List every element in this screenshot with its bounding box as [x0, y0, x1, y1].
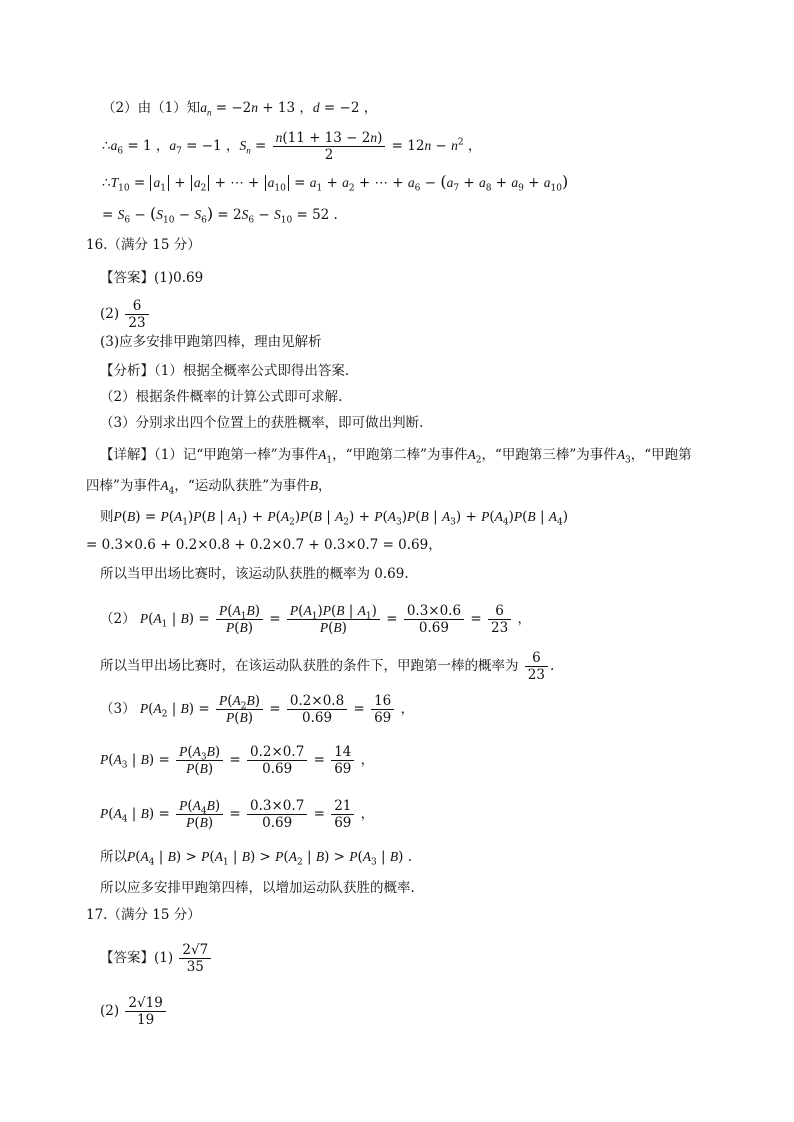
prev-part2-line3: $\therefore T_{10} = a_1 + a_2$ + ⋯ + $a_{10} = a_1 + a_2$ + ⋯ + $a_6 - (a_7 + a_8 + a_9 + a_{10})$	[102, 172, 569, 194]
problem16-detail-line1: 【详解】（1）记“甲跑第一棒”为事件$A_1$，“甲跑第二棒”为事件$A_2$，“甲跑第三棒”为事件$A_3$，“甲跑第	[100, 447, 692, 466]
conditional-prob-a4: $P(A_4$ | B) = $\frac{P(A_4B)}{P(B)}$ = $\frac{0.3\times 0.7}{0.69}$ = $\frac{21}{69}$ ，	[100, 798, 375, 831]
conclusion1: 所以当甲出场比赛时，该运动队获胜的概率为 0.69.	[100, 566, 409, 582]
text: 则	[100, 509, 114, 525]
text: ，“甲跑第二棒”为事件	[332, 447, 468, 463]
answer1: (1)0.69	[154, 270, 204, 286]
conclusion3: 所以应多安排甲跑第四棒，以增加运动队获胜的概率.	[100, 880, 415, 896]
problem16-analysis2: （2）根据条件概率的计算公式即可求解.	[100, 389, 343, 405]
text: ，“运动队获胜”为事件	[174, 478, 310, 494]
answer2-fraction	[125, 298, 148, 331]
order-comparison: 所以$P(A_4$ | $B) > P(A_1$ | $B) > P(A_2$ | $B) > P(A_3$ | B) .	[100, 849, 412, 868]
answer-label: 【答案】	[100, 950, 154, 966]
calc-line: = 0.3×0.6 + 0.2×0.8 + 0.2×0.7 + 0.3×0.7 = 0.69，	[86, 537, 442, 553]
total-probability-formula: 则$P(B) = P(A_1)P(B$ | $A_1) + P(A_2)P(B$ | $A_2) + P(A_3)P(B$ | $A_3) + P(A_4)P(B$ | $A_4$)	[100, 509, 569, 528]
conditional-prob-a2: （3） $P(A_2$ | B) = $\frac{P(A_2B)}{P(B)}$ = $\frac{0.2\times 0.8}{0.69}$ = $\frac{16}{69}$ ，	[100, 693, 415, 726]
analysis1: （1）根据全概率公式即得出答案.	[154, 363, 350, 379]
text: ，“甲跑第三棒”为事件	[481, 447, 617, 463]
answer2-fraction	[125, 995, 165, 1028]
detail-label: 【详解】	[100, 447, 154, 463]
text: 四棒”为事件	[86, 478, 161, 494]
sum-fraction: $\frac{n(11 + 13 - 2n)}{2}$	[273, 130, 386, 163]
problem16-detail-line2: 四棒”为事件$A_4$，“运动队获胜”为事件B，	[86, 478, 332, 497]
answer1-fraction	[179, 942, 211, 975]
conclusion2: 所以当甲出场比赛时，在该运动队获胜的条件下，甲跑第一棒的概率为 $\frac{6}{23}$ .	[100, 650, 555, 683]
denominator: 23	[128, 315, 146, 331]
problem16-answer2	[100, 298, 151, 331]
problem17-header: 17.（满分 15 分）	[86, 907, 201, 923]
problem16-header: 16.（满分 15 分）	[86, 237, 201, 253]
text: =	[102, 207, 114, 223]
numerator: 2√19	[125, 995, 165, 1012]
answer-label: 【答案】	[100, 270, 154, 286]
answer2-prefix: (2)	[100, 306, 120, 322]
numerator: 6	[125, 298, 148, 315]
prev-part2-line2: $\therefore a_6 = 1$ ，$a_7 = -1$ ，$S_n$ = $\frac{n(11 + 13 - 2n)}{2}$ = $12n - n^2$ ，	[102, 130, 482, 163]
text: 所以	[100, 849, 127, 865]
text: （1）记“甲跑第一棒”为事件	[154, 447, 319, 463]
numerator: 2√7	[179, 942, 211, 959]
problem16-analysis3: （3）分别求出四个位置上的获胜概率，即可做出判断.	[100, 415, 424, 431]
answer1-prefix: (1)	[154, 950, 174, 966]
prev-part2-line4: = $S_6 - (S_{10} - S_6) = 2S_6 - S_{10} = 52$ .	[102, 204, 338, 226]
text: （2）由（1）知	[102, 100, 201, 116]
text: 所以当甲出场比赛时，在该运动队获胜的条件下，甲跑第一棒的概率为	[100, 658, 519, 674]
part-label: （3）	[100, 701, 136, 717]
prev-part2-line1: （2）由（1）知$a_n = -2n + 13$ ，d = −2 ，	[102, 100, 378, 118]
problem16-answer1	[100, 269, 203, 287]
text: ，“甲跑第	[630, 447, 692, 463]
text: ∴	[102, 175, 111, 191]
denominator: 35	[186, 959, 204, 975]
text: ∴	[102, 138, 111, 154]
conditional-prob-a1: （2） $P(A_1$ | B) = $\frac{P(A_1B)}{P(B)}$ = $\frac{P(A_1)P(B | A_1)}{P(B)}$ = $\frac{0.3\times 0.6}{0.69}$ = $\frac{6}{23}$ ，	[100, 603, 531, 636]
problem16-answer3: (3)应多安排甲跑第四棒，理由见解析	[100, 334, 322, 350]
analysis-label: 【分析】	[100, 363, 154, 379]
conditional-prob-a3: $P(A_3$ | B) = $\frac{P(A_3B)}{P(B)}$ = $\frac{0.2\times 0.7}{0.69}$ = $\frac{14}{69}$ ，	[100, 744, 375, 777]
answer2-prefix: (2)	[100, 1003, 120, 1019]
denominator: 19	[137, 1012, 155, 1028]
problem17-answer2	[100, 995, 168, 1028]
part-label: （2）	[100, 611, 136, 627]
problem17-answer1	[100, 942, 213, 975]
problem16-analysis1	[100, 362, 349, 380]
